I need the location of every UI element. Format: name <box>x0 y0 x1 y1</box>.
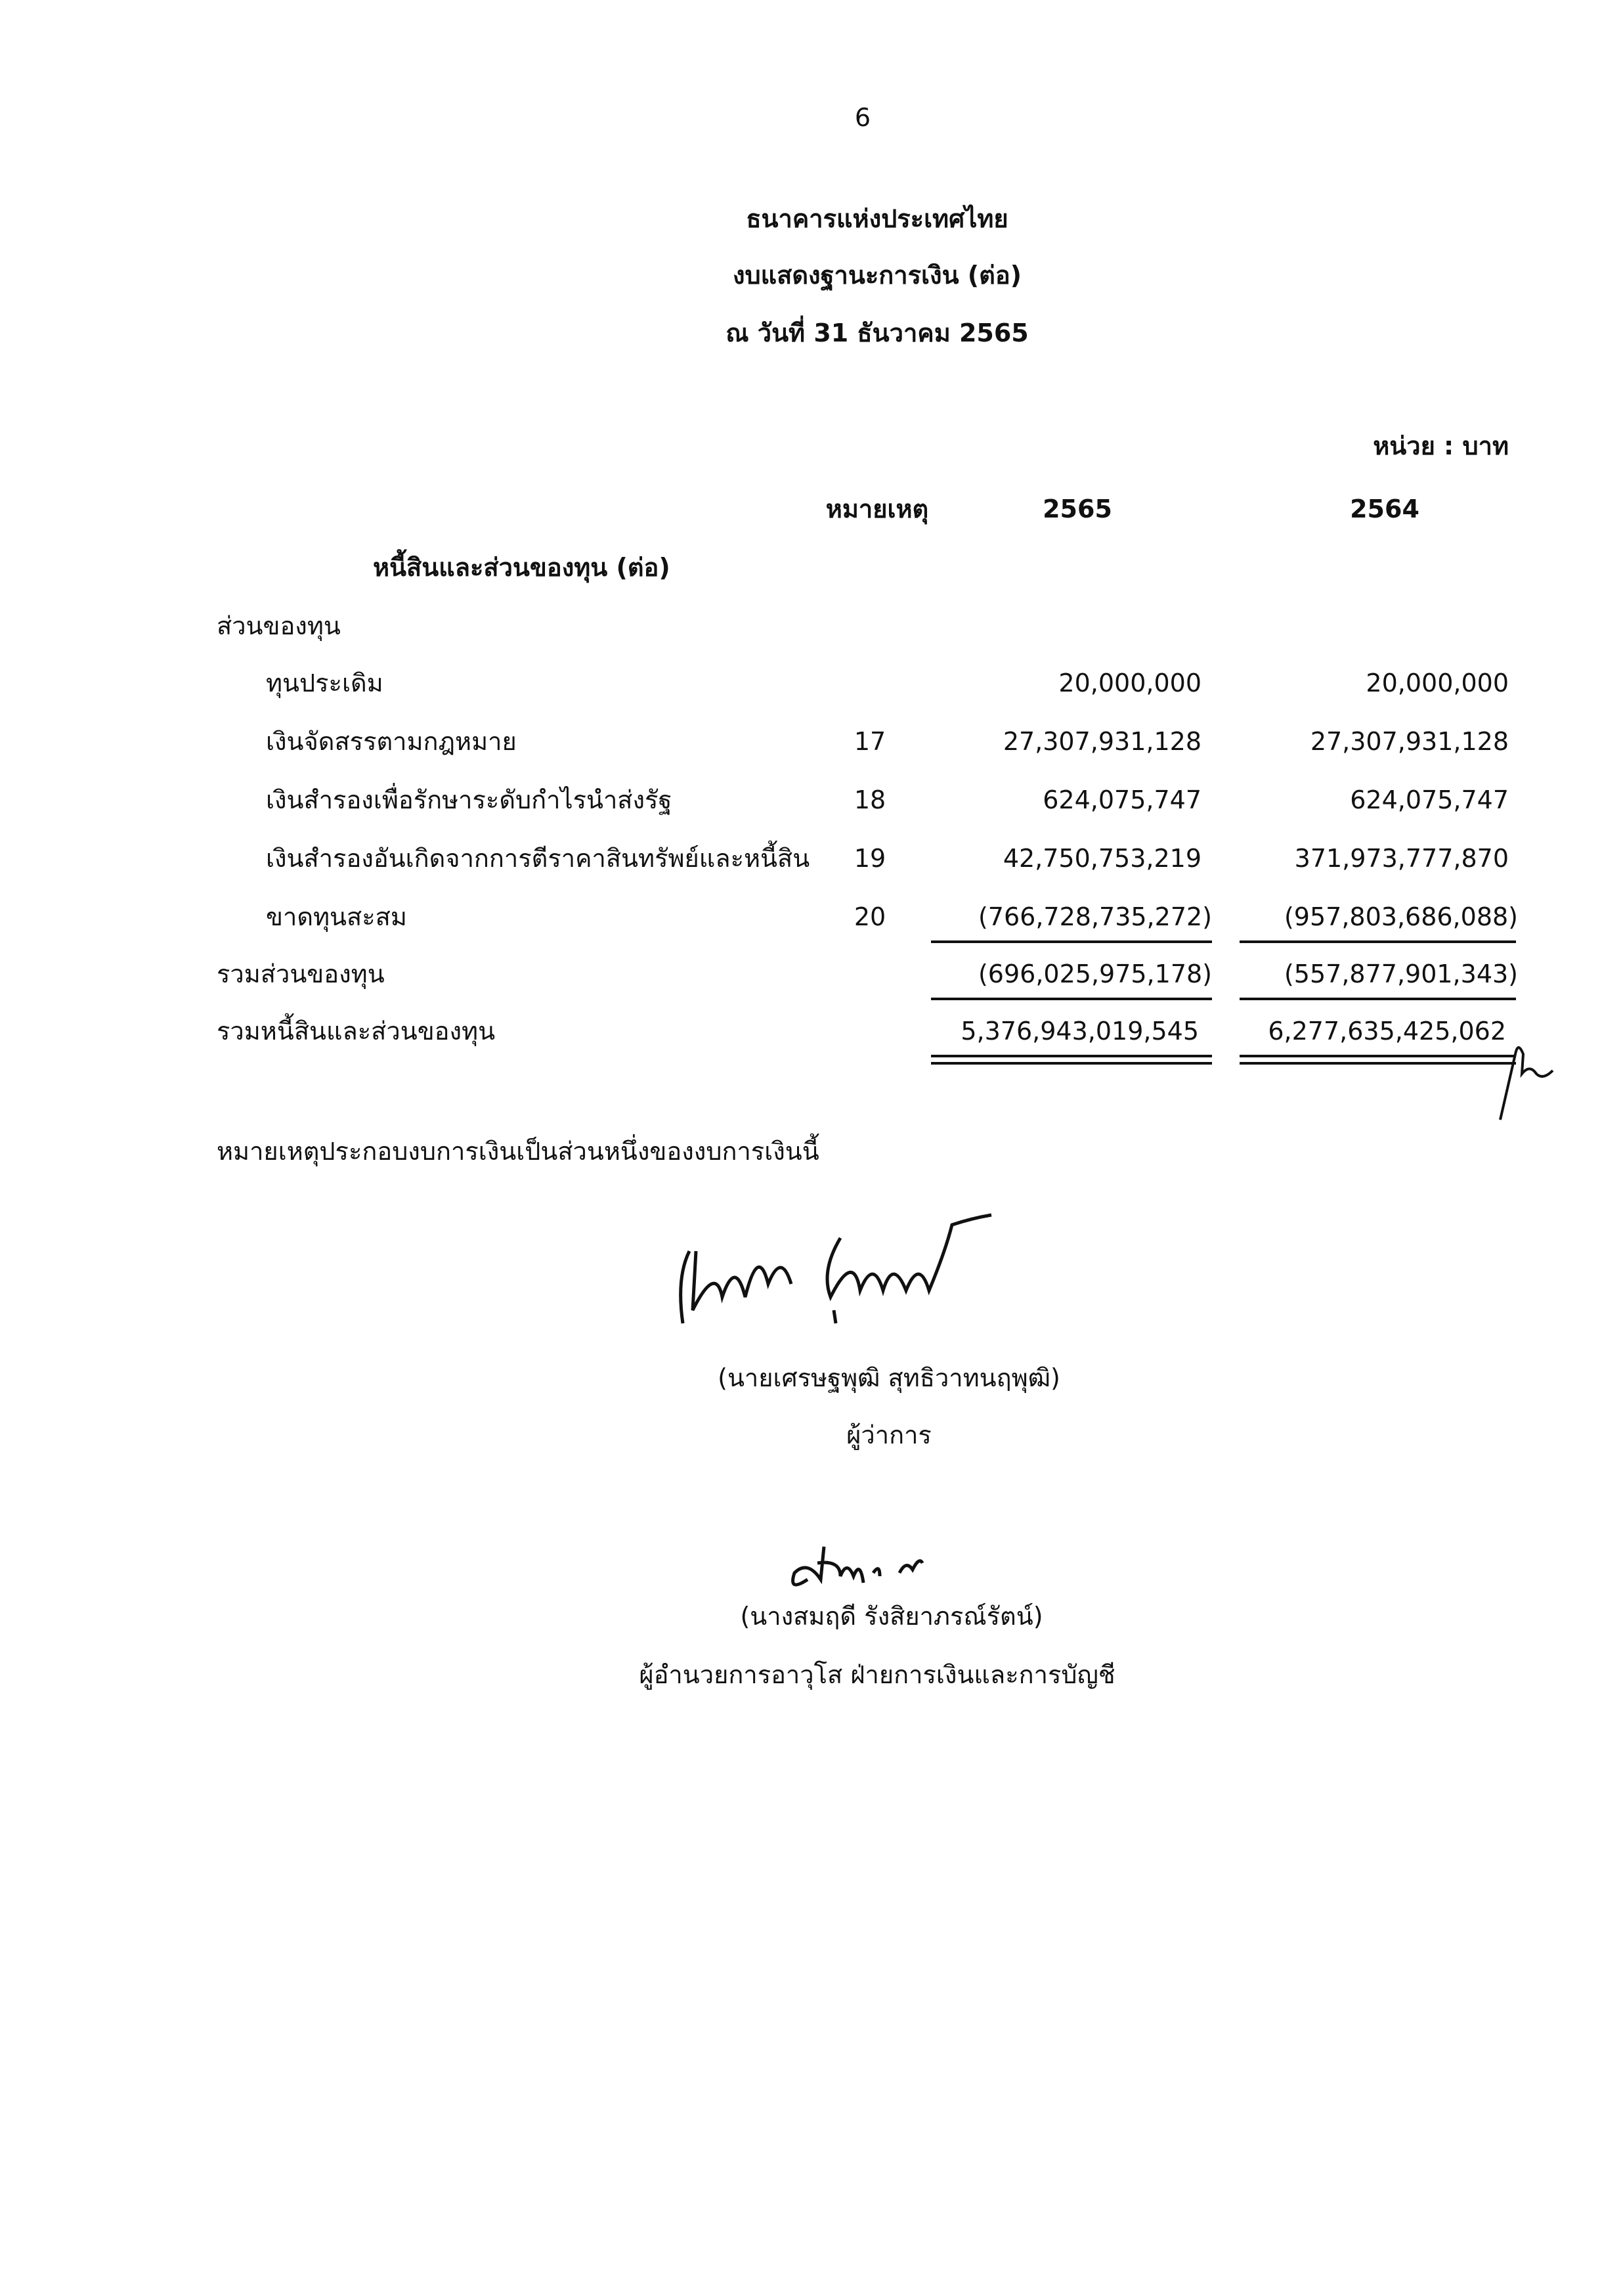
footnote: หมายเหตุประกอบงบการเงินเป็นส่วนหนึ่งของงบการเงินนี้ <box>217 1137 819 1166</box>
row-note: 19 <box>854 844 886 873</box>
row-label: ขาดทุนสะสม <box>266 902 407 931</box>
row-value-2565: 27,307,931,128 <box>1003 727 1201 756</box>
subtotal-rule <box>931 940 1212 943</box>
row-value-2565: 624,075,747 <box>1043 785 1201 814</box>
initials-mark <box>1490 1028 1563 1126</box>
statement-title: งบแสดงฐานะการเงิน (ต่อ) <box>732 261 1022 290</box>
equity-heading: ส่วนของทุน <box>217 611 341 640</box>
column-header-2564: 2564 <box>1350 495 1419 523</box>
director-signature <box>781 1534 952 1599</box>
total-rule <box>1240 998 1516 1000</box>
signatory-1-name: (นายเศรษฐพุฒิ สุทธิวาทนฤพุฒิ) <box>718 1363 1060 1392</box>
double-rule-top <box>1240 1055 1516 1057</box>
total-equity-label: รวมส่วนของทุน <box>217 960 385 988</box>
column-header-2565: 2565 <box>1043 495 1112 523</box>
row-value-2565: 20,000,000 <box>1058 669 1201 697</box>
subtotal-rule <box>1240 940 1516 943</box>
row-value-2565: (766,728,735,272) <box>978 902 1212 931</box>
section-heading: หนี้สินและส่วนของทุน (ต่อ) <box>373 553 670 582</box>
total-equity-2565: (696,025,975,178) <box>978 960 1212 988</box>
double-rule-top <box>931 1055 1212 1057</box>
row-note: 20 <box>854 902 886 931</box>
row-label: ทุนประเดิม <box>266 669 383 697</box>
organization-title: ธนาคารแห่งประเทศไทย <box>746 204 1008 233</box>
signatory-2-title: ผู้อำนวยการอาวุโส ฝ่ายการเงินและการบัญชี <box>639 1660 1115 1689</box>
total-equity-2564: (557,877,901,343) <box>1284 960 1518 988</box>
row-value-2564: 624,075,747 <box>1350 785 1509 814</box>
row-value-2564: (957,803,686,088) <box>1284 902 1518 931</box>
row-note: 17 <box>854 727 886 756</box>
statement-date: ณ วันที่ 31 ธันวาคม 2565 <box>725 319 1029 347</box>
unit-label: หน่วย : บาท <box>1373 431 1509 460</box>
row-value-2564: 27,307,931,128 <box>1310 727 1509 756</box>
row-value-2564: 371,973,777,870 <box>1294 844 1509 873</box>
grand-total-2565: 5,376,943,019,545 <box>961 1017 1199 1046</box>
double-rule-bottom <box>1240 1062 1516 1065</box>
row-label: เงินจัดสรรตามกฎหมาย <box>266 727 517 756</box>
row-value-2564: 20,000,000 <box>1366 669 1509 697</box>
total-rule <box>931 998 1212 1000</box>
double-rule-bottom <box>931 1062 1212 1065</box>
row-value-2565: 42,750,753,219 <box>1003 844 1201 873</box>
grand-total-2564: 6,277,635,425,062 <box>1268 1017 1506 1046</box>
grand-total-label: รวมหนี้สินและส่วนของทุน <box>217 1017 496 1046</box>
column-header-note: หมายเหตุ <box>825 495 929 523</box>
page-number: 6 <box>854 103 871 132</box>
row-label: เงินสำรองเพื่อรักษาระดับกำไรนำส่งรัฐ <box>266 785 672 814</box>
row-label: เงินสำรองอันเกิดจากการตีราคาสินทรัพย์และหนี้สิน <box>266 844 810 873</box>
signatory-1-title: ผู้ว่าการ <box>846 1421 932 1449</box>
governor-signature <box>663 1212 1123 1343</box>
signatory-2-name: (นางสมฤดี รังสิยาภรณ์รัตน์) <box>740 1602 1043 1631</box>
row-note: 18 <box>854 785 886 814</box>
